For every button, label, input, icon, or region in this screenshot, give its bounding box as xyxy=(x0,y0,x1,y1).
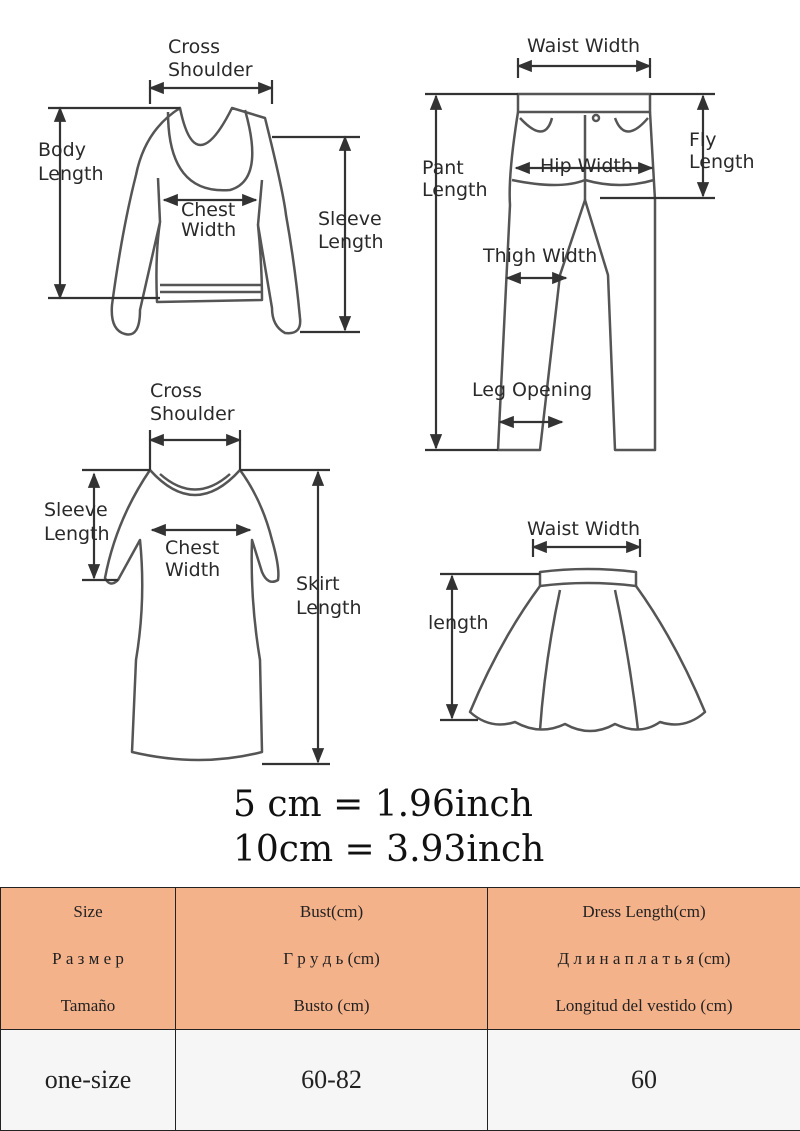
pants-fly-length-label-2: Length xyxy=(689,151,755,173)
dress-length-header-en: Dress Length(cm) xyxy=(488,888,800,935)
sweater-cross-shoulder-label-1: Cross xyxy=(168,36,220,58)
pants-fly-length-label-1: Fly xyxy=(689,129,716,151)
skirt-length-label: length xyxy=(428,612,489,634)
size-cell: one-size xyxy=(1,1030,176,1131)
bust-header-ru: Г р у д ь (cm) xyxy=(176,935,487,982)
size-header-es: Tamaño xyxy=(1,982,175,1029)
size-header-ru: Р а з м е р xyxy=(1,935,175,982)
dress-illustration xyxy=(105,470,278,760)
sweater-sleeve-length-label-2: Length xyxy=(318,231,384,253)
dress-skirt-length-label-2: Length xyxy=(296,597,362,619)
dress-length-header-ru: Д л и н а п л а т ь я (cm) xyxy=(488,935,800,982)
bust-cell: 60-82 xyxy=(176,1030,488,1131)
pants-pant-length-label-1: Pant xyxy=(422,157,464,179)
size-table-header-row xyxy=(1,888,800,1030)
dress-measure-lines xyxy=(82,430,330,764)
size-table xyxy=(0,887,800,1131)
sweater-body-length-label-2: Length xyxy=(38,163,104,185)
dress-sleeve-length-label-1: Sleeve xyxy=(44,499,108,521)
pants-pant-length-label-2: Length xyxy=(422,179,488,201)
dress-chest-width-label-1: Chest xyxy=(165,537,219,559)
table-row xyxy=(1,1030,800,1131)
sweater-sleeve-length-label-1: Sleeve xyxy=(318,208,382,230)
dress-length-header-es: Longitud del vestido (cm) xyxy=(488,982,800,1029)
skirt-waist-width-label: Waist Width xyxy=(527,518,640,540)
bust-column-header xyxy=(176,888,488,1030)
size-header-en: Size xyxy=(1,888,175,935)
dress-cross-shoulder-label-2: Shoulder xyxy=(150,403,235,425)
pants-thigh-width-label: Thigh Width xyxy=(482,245,597,267)
dress-length-cell: 60 xyxy=(488,1030,800,1131)
pants-hip-width-label: Hip Width xyxy=(540,155,633,177)
bust-header-en: Bust(cm) xyxy=(176,888,487,935)
pants-leg-opening-label: Leg Opening xyxy=(472,379,592,401)
conversion-line-10cm: 10cm = 3.93inch xyxy=(233,832,544,868)
dress-cross-shoulder-label-1: Cross xyxy=(150,380,202,402)
sweater-body-length-label-1: Body xyxy=(38,139,86,161)
conversion-line-5cm: 5 cm = 1.96inch xyxy=(233,787,533,823)
dress-sleeve-length-label-2: Length xyxy=(44,523,110,545)
sweater-chest-width-label-2: Width xyxy=(181,219,236,241)
pants-waist-width-label: Waist Width xyxy=(527,35,640,57)
dress-skirt-length-label-1: Skirt xyxy=(296,573,340,595)
bust-header-es: Busto (cm) xyxy=(176,982,487,1029)
sweater-cross-shoulder-label-2: Shoulder xyxy=(168,59,253,81)
size-column-header xyxy=(1,888,176,1030)
dress-chest-width-label-2: Width xyxy=(165,559,220,581)
skirt-illustration xyxy=(470,569,705,731)
dress-length-column-header xyxy=(488,888,800,1030)
sweater-chest-width-label-1: Chest xyxy=(181,199,235,221)
